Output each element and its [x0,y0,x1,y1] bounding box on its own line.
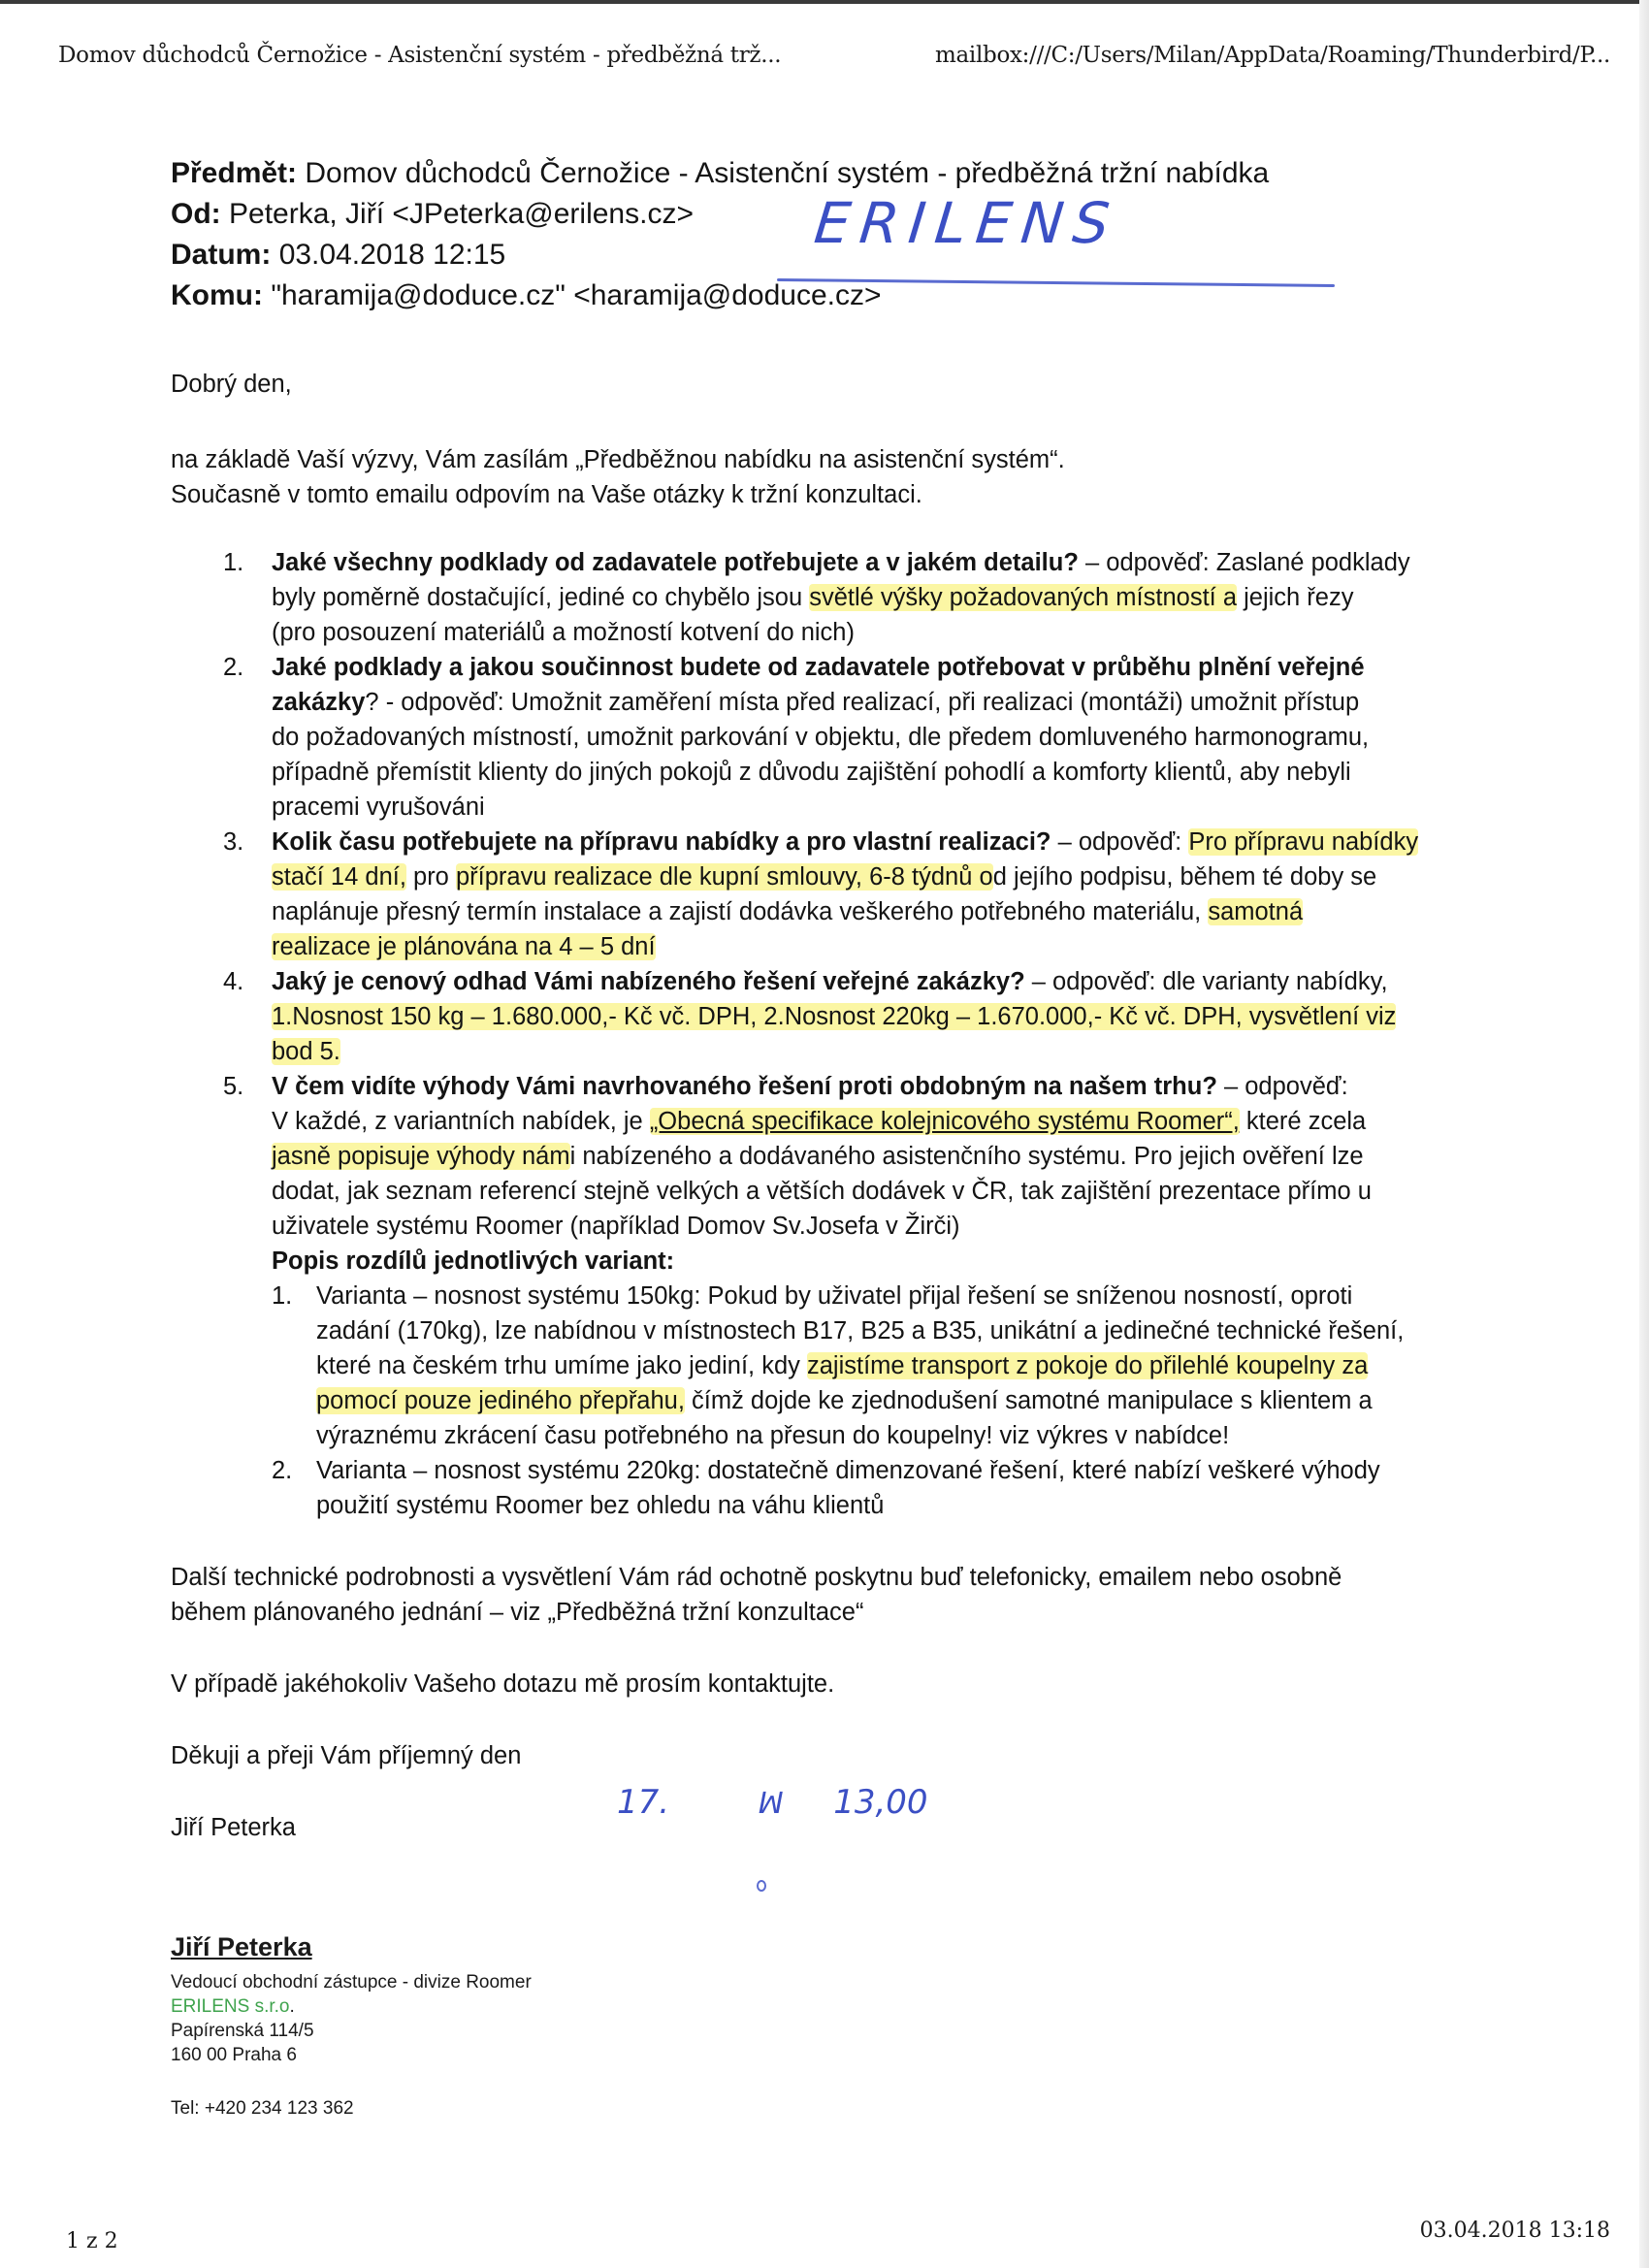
to-row [171,275,1432,316]
answer-text: i nabízeného a dodávaného asistenčního systému. Pro jejich ověření lze [569,1143,1364,1170]
handwritten-date-note: 17. ꟽ 13,00 [617,1783,928,1822]
answer-text: případně přemístit klienty do jiných pokojů z důvodu zajištění pohodlí a komforty klientů, aby nebyli [272,759,1351,786]
handwritten-day: 17. [617,1783,670,1822]
print-header-title: Domov důchodců Černožice - Asistenční systém - předběžná trž... [58,43,782,68]
question-number: 5. [223,1073,244,1100]
variants-list [171,1279,1500,1523]
to-label: Komu: [171,279,263,311]
answer-text: d jejího podpisu, během té doby se [992,863,1377,891]
variant-number: 1. [272,1282,293,1310]
highlighted-text: jasně popisuje výhody nám [272,1143,570,1170]
scan-border-right [1639,0,1649,2268]
variant-text: použití systému Roomer bez ohledu na váhu klientů [316,1492,885,1519]
variant-text: čímž dojde ke zjednodušení samotné manipulace s klientem a [684,1387,1373,1414]
variant-text: výraznému zkrácení času potřebného na přesun do koupelny! viz výkres v nabídce! [316,1422,1230,1449]
date-row [171,235,1432,275]
question-number: 2. [223,654,244,681]
intro-line-2: Současně v tomto emailu odpovím na Vaše otázky k tržní konzultaci. [171,481,922,508]
signature-name: Jiří Peterka [171,1932,312,1961]
answer-text: byly poměrně dostačující, jediné co chybělo jsou [272,584,810,611]
from-value: Peterka, Jiří <JPeterka@erilens.cz> [229,198,694,230]
highlighted-text: stačí 14 dní, [272,863,406,891]
answer-text: pracemi vyrušováni [272,794,485,821]
variant-text: zadání (170kg), lze nabídnou v místnostech B17, B25 a B35, unikátní a jedinečné technické řešení, [316,1317,1405,1345]
question-3 [171,825,1500,964]
variant-1 [171,1279,1500,1453]
variant-2 [171,1453,1500,1523]
questions-list [171,545,1500,1279]
variant-number: 2. [272,1457,293,1484]
variant-text: Varianta – nosnost systému 150kg: Pokud by uživatel přijal řešení se sníženou nosností, oproti [316,1282,1353,1310]
signature-company-dot: . [289,1996,295,2017]
closing-line-1: Další technické podrobnosti a vysvětlení Vám rád ochotně poskytnu buď telefonicky, emailem nebo osobně [171,1564,1342,1591]
variant-text: které na českém trhu umíme jako jediní, kdy [316,1352,807,1379]
to-value: "haramija@doduce.cz" <haramija@doduce.cz> [271,279,882,311]
subject-value: Domov důchodců Černožice - Asistenční systém - předběžná tržní nabídka [305,157,1270,189]
ink-dot [757,1880,766,1892]
subject-row [171,153,1432,194]
page-count: 1 z 2 [66,2229,118,2253]
answer-text: naplánuje přesný termín instalace a zajistí dodávka veškerého potřebného materiálu, [272,898,1209,925]
question-1 [171,545,1500,650]
signature-role: Vedoucí obchodní zástupce - divize Roomer [171,1972,532,1993]
answer-text: – odpověď: [1216,1073,1348,1100]
question-number: 1. [223,549,244,576]
signature-city: 160 00 Praha 6 [171,2045,297,2065]
question-number: 4. [223,968,244,995]
variant-text: Varianta – nosnost systému 220kg: dostatečně dimenzované řešení, které nabízí veškeré výhody [316,1457,1380,1484]
from-row [171,194,1432,235]
question-text: Jaké podklady a jakou součinnost budete od zadavatele potřebovat v průběhu plnění veřejné [272,654,1365,681]
signature-company: ERILENS s.r.o [171,1996,290,2017]
greeting: Dobrý den, [171,371,292,398]
question-text: zakázky [272,689,366,716]
answer-text: uživatele systému Roomer (například Domov Sv.Josefa v Žirči) [272,1213,960,1240]
email-signature [171,1932,532,2121]
signature-phone: Tel: +420 234 123 362 [171,2098,354,2119]
subject-label: Předmět: [171,157,298,189]
answer-text: do požadovaných místností, umožnit parkování v objektu, dle předem domluveného harmonogramu, [272,724,1370,751]
answer-text: – odpověď: Zaslané podklady [1078,549,1410,576]
variants-heading: Popis rozdílů jednotlivých variant: [272,1247,675,1275]
answer-text: jejich řezy [1237,584,1354,611]
sender-name: Jiří Peterka [171,1814,296,1841]
answer-text: V každé, z variantních nabídek, je [272,1108,650,1135]
question-text: Kolik času potřebujete na přípravu nabídky a pro vlastní realizaci? [272,828,1051,856]
highlighted-text: pomocí pouze jediného přepřahu, [316,1387,685,1414]
answer-text: – odpověď: [1051,828,1189,856]
highlighted-text: Pro přípravu nabídky [1188,828,1419,856]
thanks-line: Děkuji a přeji Vám příjemný den [171,1742,522,1769]
highlighted-text: samotná [1208,898,1304,925]
question-text: Jaký je cenový odhad Vámi nabízeného řešení veřejné zakázky? [272,968,1025,995]
answer-text: které zcela [1239,1108,1367,1135]
highlighted-text: světlé výšky požadovaných místností a [809,584,1238,611]
handwritten-time: 13,00 [833,1783,928,1822]
highlighted-text: přípravu realizace dle kupní smlouvy, 6-8 týdnů o [455,863,993,891]
question-5 [171,1069,1500,1279]
handwritten-company-note [811,190,1121,256]
highlighted-text: 1.Nosnost 150 kg – 1.680.000,- Kč vč. DPH, 2.Nosnost 220kg – 1.670.000,- Kč vč. DPH, vysvětlení viz [272,1003,1397,1030]
answer-text: (pro posouzení materiálů a možností kotvení do nich) [272,619,855,646]
closing-line-2: během plánovaného jednání – viz „Předběžná tržní konzultace“ [171,1599,864,1626]
question-4 [171,964,1500,1069]
closing-line-3: V případě jakéhokoliv Vašeho dotazu mě prosím kontaktujte. [171,1670,835,1698]
answer-text: pro [405,863,456,891]
print-timestamp: 03.04.2018 13:18 [1419,2219,1610,2243]
question-text: V čem vidíte výhody Vámi navrhovaného řešení proti obdobným na našem trhu? [272,1073,1217,1100]
print-header-url: mailbox:///C:/Users/Milan/AppData/Roaming/Thunderbird/P... [935,43,1610,68]
print-header [58,43,1610,81]
date-value: 03.04.2018 12:15 [278,239,506,271]
handwritten-company-text: ERILENS [811,190,1122,256]
intro-line-1: na základě Vaší výzvy, Vám zasílám „Předběžnou nabídku na asistenční systém“. [171,446,1065,473]
highlighted-text: bod 5. [272,1038,340,1065]
question-text: Jaké všechny podklady od zadavatele potřebujete a v jakém detailu? [272,549,1079,576]
signature-street: Papírenská 114/5 [171,2021,314,2041]
scan-border-top [0,0,1649,4]
question-number: 3. [223,828,244,856]
from-label: Od: [171,198,221,230]
highlighted-text: zajistíme transport z pokoje do přilehlé koupelny za [806,1352,1369,1379]
answer-text: ? - odpověď: Umožnit zaměření místa před realizací, při realizaci (montáži) umožnit přístup [365,689,1360,716]
email-headers [171,153,1432,316]
specification-link[interactable]: „Obecná specifikace kolejnicového systému Roomer“, [649,1108,1240,1135]
highlighted-text: realizace je plánována na 4 – 5 dní [272,933,656,960]
question-2 [171,650,1500,825]
date-label: Datum: [171,239,272,271]
answer-text: – odpověď: dle varianty nabídky, [1024,968,1388,995]
answer-text: dodat, jak seznam referencí stejně velkých a větších dodávek v ČR, tak zajištění prezentace přímo u [272,1178,1372,1205]
email-body [171,367,1500,1845]
